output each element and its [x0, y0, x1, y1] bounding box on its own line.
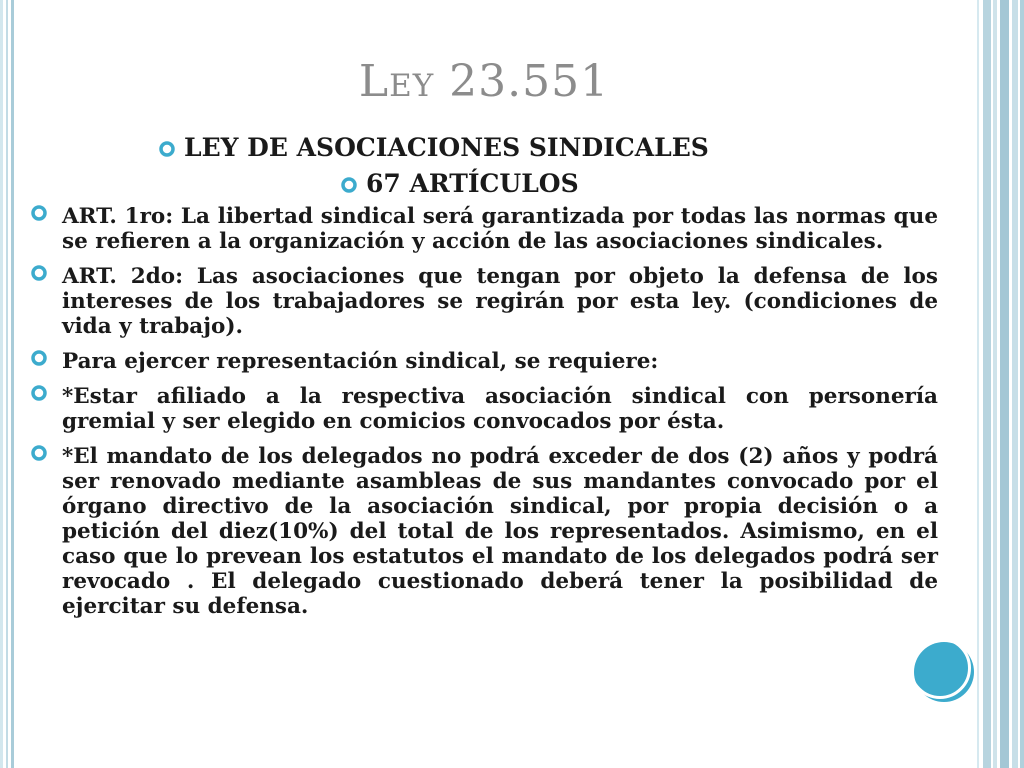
right-stripe — [977, 0, 979, 768]
item-text: Para ejercer representación sindical, se requiere: — [62, 349, 659, 374]
ring-bullet-icon — [30, 444, 48, 462]
list-item-heading — [30, 133, 938, 163]
right-stripe — [1020, 0, 1024, 768]
ring-bullet-icon — [340, 176, 358, 194]
item-text: *El mandato de los delegados no podrá exceder de dos (2) años y podrá ser renovado mediante asambleas de sus mandantes convocado por el órgano directivo de la asociación sindical, por propia decisión o a petición del diez(10%) del total de los representados. Asimismo, en el caso que lo prevean los estatutos el mandato de los delegados podrá ser revocado . El delegado cuestionado deberá tener la posibilidad de ejercitar su defensa. — [62, 444, 938, 619]
ring-bullet-icon — [158, 140, 176, 158]
list-item — [30, 349, 938, 374]
ring-bullet-icon — [30, 349, 48, 367]
left-stripe — [0, 0, 3, 768]
left-stripe — [11, 0, 14, 768]
right-stripe — [983, 0, 991, 768]
list-item — [30, 444, 938, 619]
heading-text: LEY DE ASOCIACIONES SINDICALES — [184, 133, 709, 162]
list-item-heading — [30, 169, 938, 199]
heading-text: 67 ARTÍCULOS — [366, 169, 579, 198]
bullet-list — [30, 133, 938, 629]
slide-title: Ley 23.551 — [358, 56, 610, 107]
item-text: ART. 1ro: La libertad sindical será garantizada por todas las normas que se refieren a la organización y acción de las asociaciones sindicales. — [62, 204, 938, 254]
list-item — [30, 264, 938, 339]
decorative-circle-outline — [909, 637, 971, 699]
list-item — [30, 204, 938, 254]
list-item — [30, 384, 938, 434]
right-stripe — [1000, 0, 1009, 768]
right-stripe — [1012, 0, 1018, 768]
ring-bullet-icon — [30, 384, 48, 402]
ring-bullet-icon — [30, 264, 48, 282]
left-stripe — [6, 0, 8, 768]
item-text: ART. 2do: Las asociaciones que tengan por objeto la defensa de los intereses de los trabajadores se regirán por esta ley. (condiciones de vida y trabajo). — [62, 264, 938, 339]
ring-bullet-icon — [30, 204, 48, 222]
item-text: *Estar afiliado a la respectiva asociación sindical con personería gremial y ser elegido en comicios convocados por ésta. — [62, 384, 938, 434]
right-stripe — [993, 0, 997, 768]
